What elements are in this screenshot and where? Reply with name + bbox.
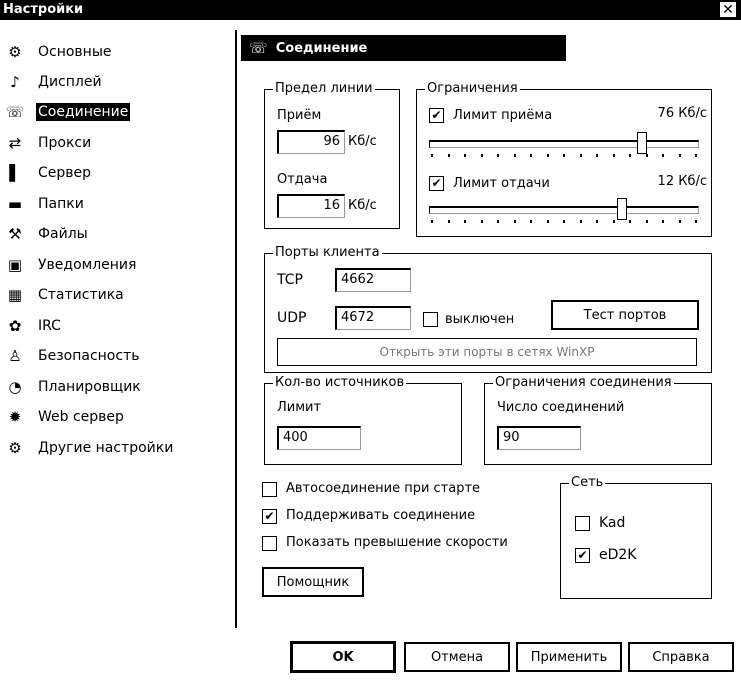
wizard-button[interactable]: Помощник — [262, 567, 364, 597]
sidebar-item-folder[interactable] — [4, 192, 86, 216]
upload-limit-label: Лимит отдачи — [453, 176, 550, 191]
cancel-button[interactable]: Отмена — [404, 642, 510, 672]
slider-tick — [695, 220, 697, 223]
ed2k-checkbox[interactable]: ✔ — [575, 548, 590, 563]
slider-tick — [629, 154, 631, 157]
sidebar-item-gear[interactable] — [4, 40, 114, 64]
notifications-icon: ▣ — [7, 256, 23, 274]
apply-button[interactable]: Применить — [516, 642, 622, 672]
slider-tick — [629, 220, 631, 223]
sidebar — [4, 30, 237, 628]
window-title: Настройки — [0, 0, 741, 20]
sidebar-item-scheduler[interactable] — [4, 375, 143, 399]
sidebar-item-label: IRC — [38, 318, 61, 334]
line-limit-group — [264, 81, 400, 229]
sidebar-item-server[interactable] — [4, 161, 93, 185]
slider-tick — [547, 154, 549, 157]
slider-tick — [646, 220, 648, 223]
sidebar-item-label: Сервер — [38, 165, 92, 181]
network-title: Сеть — [571, 475, 604, 490]
upload-label: Отдача — [277, 172, 328, 187]
tcp-port-input[interactable]: 4662 — [335, 268, 411, 292]
scheduler-icon: ◔ — [8, 378, 22, 396]
gear-icon: ⚙ — [8, 43, 22, 61]
slider-tick — [530, 220, 532, 223]
web-server-icon: ✹ — [8, 408, 22, 426]
slider-tick — [481, 154, 483, 157]
sources-group — [264, 375, 462, 465]
slider-tick — [530, 154, 532, 157]
keepalive-label: Поддерживать соединение — [286, 508, 476, 523]
slider-tick — [547, 220, 549, 223]
irc-icon: ✿ — [8, 317, 22, 335]
sidebar-item-connection[interactable] — [4, 100, 130, 124]
slider-tick — [580, 154, 582, 157]
slider-tick — [580, 220, 582, 223]
sidebar-item-files[interactable] — [4, 222, 90, 246]
autoconnect-label: Автосоединение при старте — [286, 481, 481, 496]
tcp-label: TCP — [277, 272, 303, 288]
slider-tick — [563, 220, 565, 223]
udp-port-input[interactable]: 4672 — [335, 306, 411, 330]
sidebar-item-label: Дисплей — [38, 74, 102, 90]
section-title: Соединение — [275, 40, 368, 56]
connection-limits-title: Ограничения соединения — [495, 375, 672, 390]
statistics-icon: ▦ — [7, 286, 23, 304]
udp-disabled-checkbox[interactable] — [423, 312, 438, 327]
connection-icon: ☏ — [5, 103, 25, 121]
slider-tick — [514, 154, 516, 157]
download-limit-ticks — [431, 154, 697, 158]
download-limit-value: 76 Кб/с — [657, 106, 707, 121]
proxy-icon: ⇄ — [8, 134, 22, 152]
sidebar-item-label: Соединение — [38, 104, 129, 120]
slider-tick — [596, 220, 598, 223]
slider-tick — [662, 220, 664, 223]
sidebar-item-label: Прокси — [38, 135, 92, 151]
udp-disabled-label: выключен — [445, 312, 515, 327]
sidebar-item-statistics[interactable] — [4, 283, 126, 307]
download-limit-checkbox[interactable]: ✔ — [429, 108, 444, 123]
client-ports-group — [264, 245, 712, 373]
sidebar-item-web-server[interactable] — [4, 405, 126, 429]
help-button[interactable]: Справка — [628, 642, 734, 672]
slider-tick — [431, 154, 433, 157]
slider-tick — [497, 220, 499, 223]
sidebar-item-display[interactable] — [4, 70, 104, 94]
upload-unit: Кб/с — [348, 198, 377, 213]
upload-limit-thumb[interactable] — [617, 198, 627, 220]
sources-title: Кол-во источников — [275, 375, 405, 390]
connections-count-input[interactable]: 90 — [497, 426, 581, 450]
show-overhead-checkbox[interactable] — [262, 536, 277, 551]
slider-tick — [464, 154, 466, 157]
upload-limit-checkbox[interactable]: ✔ — [429, 176, 444, 191]
sidebar-item-other-settings[interactable] — [4, 436, 175, 460]
display-icon: ♪ — [10, 73, 20, 91]
slider-tick — [481, 220, 483, 223]
test-ports-button[interactable]: Тест портов — [551, 300, 699, 330]
download-unit: Кб/с — [348, 134, 377, 149]
show-overhead-label: Показать превышение скорости — [286, 535, 508, 550]
sidebar-item-label: Основные — [38, 44, 112, 60]
limits-title: Ограничения — [427, 81, 518, 96]
close-button[interactable] — [719, 1, 737, 18]
files-icon: ⚒ — [8, 225, 22, 243]
sidebar-item-label: Уведомления — [38, 257, 137, 273]
sidebar-item-label: Папки — [38, 196, 84, 212]
keepalive-checkbox[interactable]: ✔ — [262, 509, 277, 524]
slider-tick — [514, 220, 516, 223]
sidebar-item-label: Web сервер — [38, 409, 124, 425]
sidebar-item-label: Файлы — [38, 226, 88, 242]
kad-checkbox[interactable] — [575, 516, 590, 531]
line-limit-title: Предел линии — [275, 81, 373, 96]
sidebar-item-notifications[interactable] — [4, 253, 138, 277]
connection-limits-group — [484, 375, 712, 465]
client-ports-title: Порты клиента — [275, 245, 380, 260]
section-header — [241, 35, 566, 61]
slider-tick — [448, 220, 450, 223]
download-limit-thumb[interactable] — [637, 132, 647, 154]
slider-tick — [679, 220, 681, 223]
network-group — [560, 475, 712, 599]
slider-tick — [695, 154, 697, 157]
autoconnect-checkbox[interactable] — [262, 482, 277, 497]
sources-limit-input[interactable]: 400 — [277, 426, 361, 450]
udp-label: UDP — [277, 310, 307, 326]
slider-tick — [613, 220, 615, 223]
slider-tick — [431, 220, 433, 223]
upload-capacity-input[interactable]: 16 — [277, 194, 345, 218]
upload-limit-ticks — [431, 220, 697, 224]
slider-tick — [679, 154, 681, 157]
download-capacity-input[interactable]: 96 — [277, 130, 345, 154]
download-limit-label: Лимит приёма — [453, 108, 553, 123]
slider-tick — [464, 220, 466, 223]
sidebar-item-security[interactable] — [4, 344, 141, 368]
upload-limit-slider[interactable] — [429, 206, 699, 214]
slider-tick — [646, 154, 648, 157]
upload-limit-value: 12 Кб/с — [657, 174, 707, 189]
other-settings-icon: ⚙ — [8, 439, 22, 457]
kad-label: Kad — [599, 515, 626, 531]
sidebar-item-label: Другие настройки — [38, 440, 174, 456]
sidebar-item-label: Планировщик — [38, 379, 141, 395]
ed2k-label: eD2K — [599, 547, 637, 563]
sidebar-item-proxy[interactable] — [4, 131, 93, 155]
slider-tick — [613, 154, 615, 157]
download-label: Приём — [277, 108, 322, 123]
server-icon: ▌ — [9, 164, 21, 182]
slider-tick — [497, 154, 499, 157]
download-limit-slider[interactable] — [429, 140, 699, 148]
security-icon: ♙ — [8, 347, 22, 365]
connections-count-label: Число соединений — [497, 400, 625, 415]
slider-tick — [448, 154, 450, 157]
slider-tick — [662, 154, 664, 157]
ok-button[interactable]: OK — [290, 641, 396, 673]
connection-icon: ☏ — [249, 39, 268, 57]
close-icon: ✕ — [722, 2, 734, 18]
sources-limit-label: Лимит — [277, 400, 322, 415]
limits-group — [416, 81, 712, 237]
sidebar-item-irc[interactable] — [4, 314, 63, 338]
slider-tick — [563, 154, 565, 157]
open-ports-button[interactable]: Открыть эти порты в сетях WinXP — [277, 338, 697, 366]
sidebar-item-label: Статистика — [38, 287, 124, 303]
slider-tick — [596, 154, 598, 157]
sidebar-item-label: Безопасность — [38, 348, 140, 364]
folder-icon: ▬ — [7, 195, 23, 213]
